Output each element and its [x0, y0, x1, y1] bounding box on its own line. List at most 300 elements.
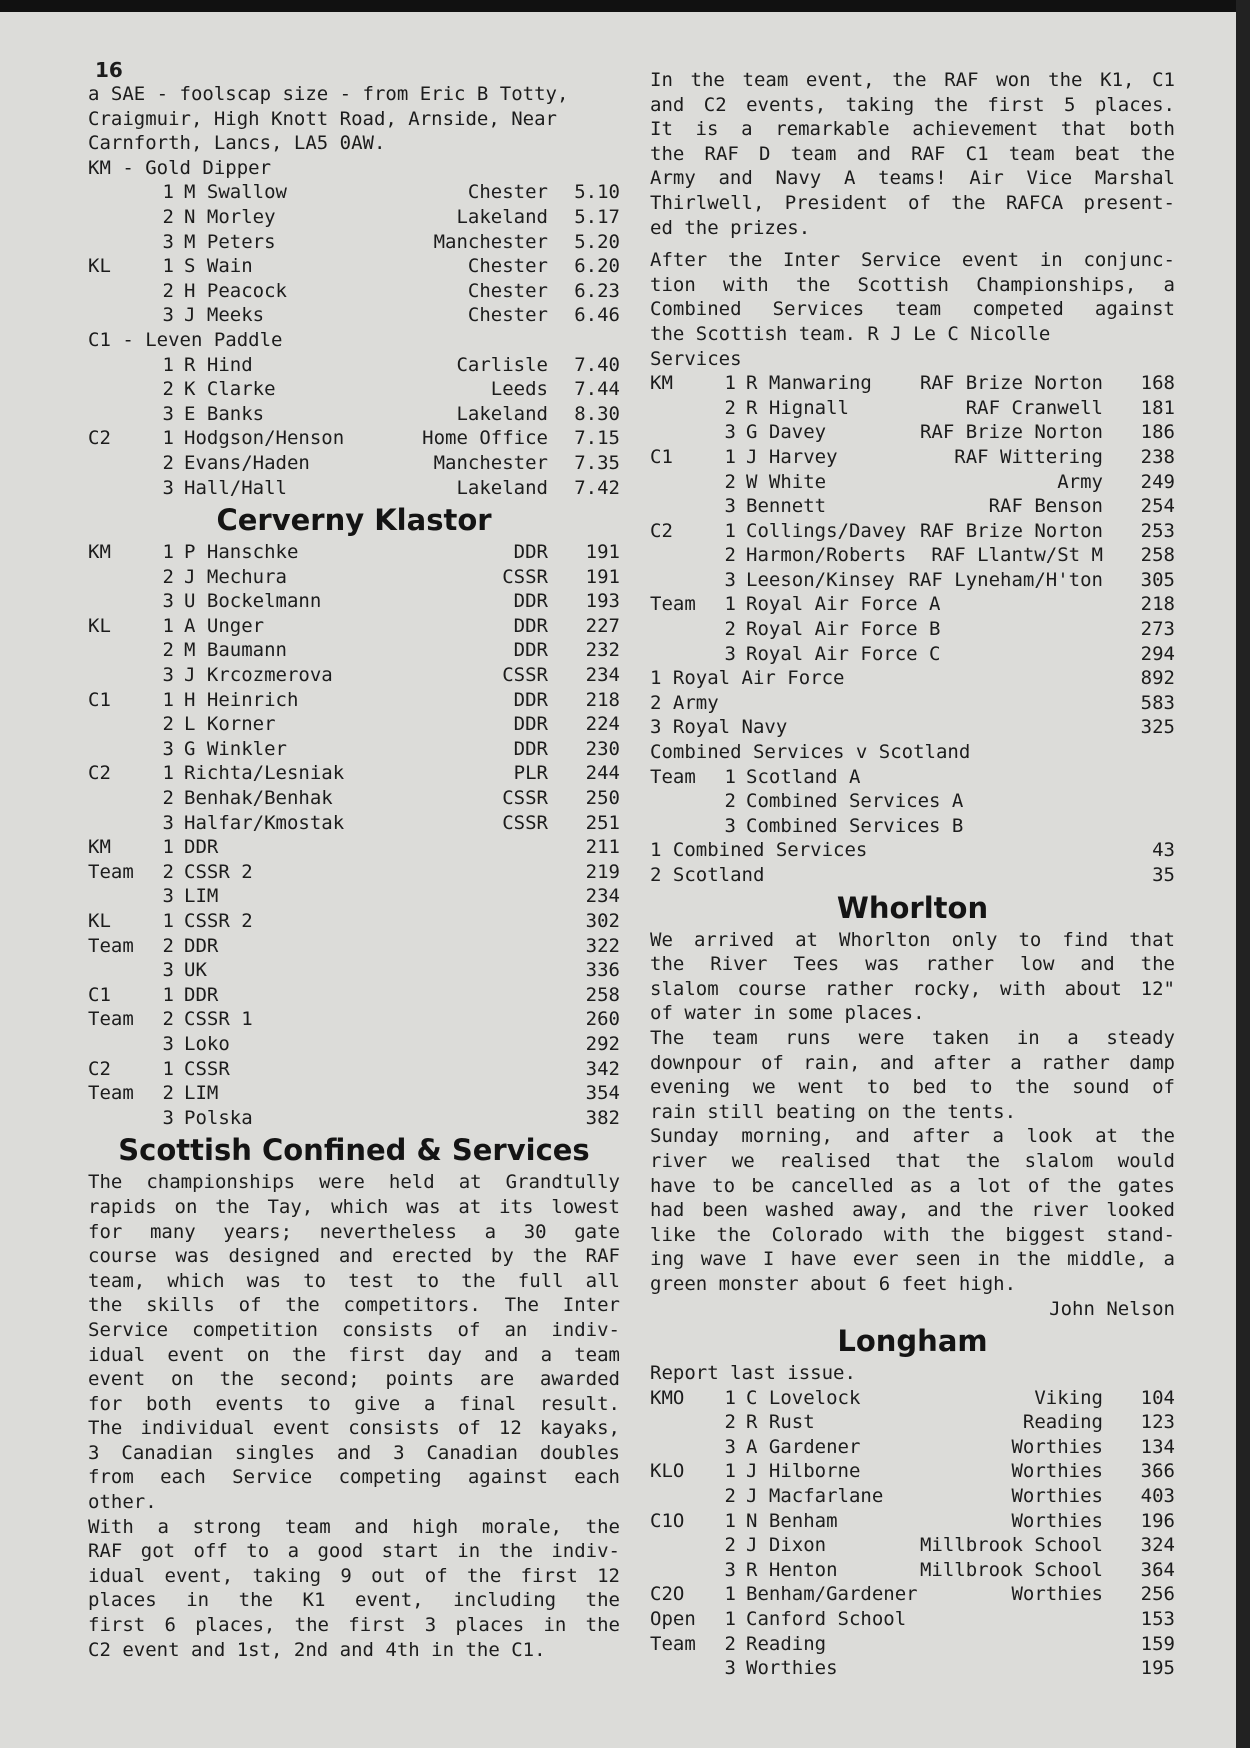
result-position: 2 — [162, 565, 174, 588]
result-class: Team — [88, 1082, 134, 1105]
text-line: other. — [88, 1491, 157, 1514]
result-score: 219 — [585, 860, 620, 883]
result-row — [88, 279, 620, 304]
result-class: Team — [88, 1008, 134, 1031]
result-name: E Banks — [184, 402, 265, 425]
result-class: C2 — [650, 519, 673, 542]
result-score: 218 — [585, 688, 620, 711]
result-score: 366 — [1140, 1460, 1175, 1483]
result-position: 3 — [162, 230, 174, 253]
result-row — [88, 254, 620, 279]
result-club: DDR — [513, 541, 548, 564]
result-name: Polska — [184, 1106, 253, 1129]
text-line: had been washed away, and the river looked — [650, 1199, 1175, 1222]
result-position: 3 — [162, 590, 174, 613]
result-score: 43 — [1152, 839, 1175, 862]
result-label: 2 Scotland — [650, 864, 765, 886]
result-row — [88, 663, 620, 688]
result-class — [88, 884, 152, 909]
result-score: 364 — [1140, 1558, 1175, 1581]
text-line: evening we went to bed to the sound of — [650, 1076, 1175, 1099]
leven-paddle-results — [88, 353, 620, 501]
result-name: LIM — [184, 885, 219, 908]
result-class — [650, 494, 714, 519]
text-line: the River Tees was rather low and the — [650, 953, 1175, 976]
text-line: ing wave I have ever seen in the middle, a — [650, 1248, 1175, 1271]
result-name: R Hind — [184, 353, 253, 376]
result-score: 186 — [1140, 421, 1175, 444]
result-club: Worthies — [1011, 1485, 1103, 1508]
result-club: RAF Brize Norton — [919, 519, 1103, 542]
result-row — [88, 934, 620, 959]
result-class: Team — [88, 934, 134, 957]
result-position: 3 — [724, 814, 736, 837]
text-line: RAF got off to a good start in the indiv- — [88, 1540, 620, 1563]
result-name: Richta/Lesniak — [184, 762, 345, 785]
result-club: DDR — [513, 639, 548, 662]
result-position: 2 — [162, 639, 174, 662]
result-position: 2 — [162, 279, 174, 302]
text-line: The team runs were taken in a steady — [650, 1026, 1175, 1049]
result-row — [650, 568, 1175, 593]
result-name: Bennett — [746, 495, 827, 518]
text-line: The championships were held at Grandtully — [88, 1171, 620, 1194]
result-position: 3 — [724, 1558, 736, 1581]
result-score: 322 — [585, 934, 620, 957]
result-position: 2 — [724, 470, 736, 493]
result-position: 1 — [724, 1460, 736, 1483]
result-club: Lakeland — [456, 205, 548, 228]
result-score: 256 — [1140, 1583, 1175, 1606]
result-class: C1 — [88, 983, 111, 1006]
result-name: Royal Air Force C — [746, 642, 941, 665]
text-line: With a strong team and high morale, the — [88, 1515, 620, 1538]
text-line: Service competition consists of an indiv- — [88, 1318, 620, 1341]
scottish-article-text — [88, 1170, 620, 1662]
result-class — [88, 303, 152, 328]
result-score: 258 — [585, 983, 620, 1006]
result-score: 35 — [1152, 864, 1175, 886]
result-name: DDR — [184, 934, 219, 957]
result-position: 1 — [162, 181, 174, 204]
result-name: P Hanschke — [184, 541, 299, 564]
services-title: Services — [650, 347, 742, 370]
result-class — [88, 180, 152, 205]
result-class — [88, 638, 152, 663]
result-score: 191 — [585, 565, 620, 588]
result-position: 1 — [162, 427, 174, 450]
result-position: 1 — [724, 445, 736, 468]
result-row — [88, 909, 620, 934]
result-class — [650, 1484, 714, 1509]
result-class — [650, 814, 714, 839]
result-row — [650, 1582, 1175, 1607]
result-club: Home Office — [422, 427, 548, 450]
result-name: N Morley — [184, 205, 276, 228]
result-class — [88, 1106, 152, 1131]
result-name: CSSR — [184, 1057, 230, 1080]
result-name: R Manwaring — [746, 372, 872, 395]
intro-line: a SAE - foolscap size - from Eric B Totty, — [88, 83, 569, 105]
result-score: 7.15 — [574, 427, 620, 450]
result-class — [650, 568, 714, 593]
text-line: event on the second; points are awarded — [88, 1368, 620, 1391]
result-class — [650, 1656, 714, 1681]
result-score: 195 — [1140, 1657, 1175, 1680]
result-class — [88, 377, 152, 402]
result-position: 2 — [162, 378, 174, 401]
result-score: 104 — [1140, 1386, 1175, 1409]
result-name: G Winkler — [184, 737, 287, 760]
result-position: 2 — [162, 1082, 174, 1105]
result-row — [650, 1533, 1175, 1558]
combined-team-results — [650, 765, 1175, 839]
text-line: tion with the Scottish Championships, a — [650, 273, 1175, 296]
leven-paddle-title: C1 - Leven Paddle — [88, 328, 283, 351]
result-club: Worthies — [1011, 1583, 1103, 1606]
result-score: 8.30 — [574, 402, 620, 425]
section-heading-longham: Longham — [837, 1324, 988, 1359]
result-row — [88, 205, 620, 230]
result-position: 1 — [162, 255, 174, 278]
text-line: for both events to give a final result. — [88, 1392, 620, 1415]
result-position: 1 — [162, 541, 174, 564]
result-row — [88, 1007, 620, 1032]
result-class: KL — [88, 910, 111, 932]
text-line: C2 event and 1st, 2nd and 4th in the C1. — [88, 1638, 546, 1661]
result-class: KM — [650, 372, 673, 395]
result-row — [88, 737, 620, 762]
result-score: 354 — [585, 1082, 620, 1105]
result-score: 7.42 — [574, 476, 620, 499]
result-row — [650, 715, 1175, 740]
result-name: CSSR 2 — [184, 910, 253, 932]
result-name: Reading — [746, 1632, 827, 1655]
scan-top-edge — [0, 0, 1250, 12]
result-score: 892 — [1140, 667, 1175, 690]
result-position: 3 — [724, 1657, 736, 1680]
result-club: RAF Llantw/St M — [931, 544, 1103, 567]
text-line: ed the prizes. — [650, 216, 811, 239]
result-name: CSSR 1 — [184, 1008, 253, 1031]
intro-text — [88, 82, 620, 156]
result-club: RAF Wittering — [954, 445, 1103, 468]
result-name: DDR — [184, 983, 219, 1006]
result-club: CSSR — [502, 811, 548, 834]
result-position: 2 — [162, 205, 174, 228]
result-score: 7.40 — [574, 353, 620, 376]
result-position: 2 — [724, 1632, 736, 1655]
result-row — [650, 371, 1175, 396]
result-score: 251 — [585, 811, 620, 834]
result-club: DDR — [513, 737, 548, 760]
result-row — [650, 1459, 1175, 1484]
result-score: 292 — [585, 1032, 620, 1055]
result-score: 250 — [585, 787, 620, 810]
result-score: 6.46 — [574, 304, 620, 327]
text-line: river we realised that the slalom would — [650, 1149, 1175, 1172]
result-score: 153 — [1140, 1608, 1175, 1631]
result-score: 224 — [585, 713, 620, 736]
result-position: 1 — [724, 1608, 736, 1631]
result-name: Combined Services B — [746, 814, 964, 837]
result-row — [650, 814, 1175, 839]
result-row — [88, 426, 620, 451]
result-row — [650, 1386, 1175, 1411]
result-score: 244 — [585, 762, 620, 785]
result-name: Benhak/Benhak — [184, 787, 333, 810]
result-class: Team — [650, 765, 696, 788]
result-name: U Bockelmann — [184, 590, 322, 613]
result-class: C1 — [88, 688, 111, 711]
result-score: 5.10 — [574, 181, 620, 204]
result-class: KM — [88, 836, 111, 859]
result-class — [88, 402, 152, 427]
result-row — [88, 761, 620, 786]
result-score: 382 — [585, 1106, 620, 1129]
result-club: PLR — [513, 762, 548, 785]
result-row — [650, 617, 1175, 642]
result-class: Team — [650, 593, 696, 616]
result-score: 258 — [1140, 544, 1175, 567]
result-position: 3 — [162, 885, 174, 908]
result-row — [88, 1032, 620, 1057]
result-club: DDR — [513, 688, 548, 711]
result-class — [88, 786, 152, 811]
result-row — [650, 838, 1175, 863]
result-score: 336 — [585, 959, 620, 982]
result-name: Canford School — [746, 1608, 907, 1631]
result-name: J Meeks — [184, 304, 265, 327]
result-class — [650, 1533, 714, 1558]
result-row — [88, 884, 620, 909]
combined-services-title: Combined Services v Scotland — [650, 741, 971, 764]
result-score: 134 — [1140, 1435, 1175, 1458]
result-row — [650, 420, 1175, 445]
result-club: Millbrook School — [919, 1558, 1103, 1581]
result-club: Chester — [467, 304, 548, 327]
result-label: 3 Royal Navy — [650, 716, 788, 739]
text-line: slalom course rather rocky, with about 12" — [650, 977, 1175, 1000]
result-class — [650, 470, 714, 495]
result-name: A Unger — [184, 614, 265, 637]
result-class: Open — [650, 1608, 696, 1631]
result-score: 218 — [1140, 593, 1175, 616]
text-line: idual event, taking 9 out of the first 12 — [88, 1564, 620, 1587]
result-position: 2 — [162, 787, 174, 810]
result-score: 294 — [1140, 642, 1175, 665]
result-club: Leeds — [490, 378, 548, 401]
result-position: 1 — [162, 836, 174, 859]
result-position: 1 — [724, 593, 736, 616]
result-score: 234 — [585, 885, 620, 908]
result-row — [88, 589, 620, 614]
result-class: Team — [650, 1632, 696, 1655]
result-position: 1 — [724, 1509, 736, 1532]
result-position: 1 — [162, 983, 174, 1006]
result-row — [650, 666, 1175, 691]
result-row — [88, 180, 620, 205]
result-score: 211 — [585, 836, 620, 859]
result-club: DDR — [513, 713, 548, 736]
text-line: like the Colorado with the biggest stand- — [650, 1223, 1175, 1246]
result-name: H Heinrich — [184, 688, 299, 711]
text-line: green monster about 6 feet high. — [650, 1272, 1017, 1295]
result-class: KM — [88, 541, 111, 564]
result-name: J Krcozmerova — [184, 664, 333, 687]
result-club: Worthies — [1011, 1460, 1103, 1483]
result-row — [88, 712, 620, 737]
result-position: 3 — [724, 568, 736, 591]
result-class — [88, 230, 152, 255]
result-row — [88, 1081, 620, 1106]
result-class: KL — [88, 255, 111, 278]
result-name: K Clarke — [184, 378, 276, 401]
result-name: J Hilborne — [746, 1460, 861, 1483]
result-class — [650, 543, 714, 568]
result-club: RAF Benson — [988, 495, 1103, 518]
result-score: 7.44 — [574, 378, 620, 401]
result-class — [650, 642, 714, 667]
result-class — [88, 476, 152, 501]
page-number: 16 — [95, 58, 123, 82]
result-position: 2 — [162, 860, 174, 883]
result-position: 3 — [162, 1032, 174, 1055]
result-row — [88, 860, 620, 885]
result-position: 2 — [724, 1534, 736, 1557]
result-name: M Baumann — [184, 639, 287, 662]
result-score: 196 — [1140, 1509, 1175, 1532]
result-score: 159 — [1140, 1632, 1175, 1655]
result-score: 273 — [1140, 618, 1175, 641]
result-class: KMO — [650, 1386, 685, 1409]
result-name: G Davey — [746, 421, 827, 444]
result-position: 2 — [162, 934, 174, 957]
result-name: W White — [746, 470, 827, 493]
result-name: R Rust — [746, 1411, 815, 1434]
result-position: 3 — [162, 811, 174, 834]
gold-dipper-results — [88, 180, 620, 328]
result-row — [88, 811, 620, 836]
result-row — [650, 789, 1175, 814]
result-position: 2 — [724, 396, 736, 419]
result-class: KL — [88, 614, 111, 637]
result-label: 2 Army — [650, 691, 719, 714]
result-score: 230 — [585, 737, 620, 760]
result-row — [650, 691, 1175, 716]
result-score: 193 — [585, 590, 620, 613]
result-name: L Korner — [184, 713, 276, 736]
result-club: CSSR — [502, 565, 548, 588]
result-club: RAF Cranwell — [965, 396, 1103, 419]
result-row — [650, 1484, 1175, 1509]
result-score: 324 — [1140, 1534, 1175, 1557]
left-column — [88, 82, 620, 1662]
result-position: 2 — [162, 1008, 174, 1031]
result-score: 234 — [585, 664, 620, 687]
result-row — [88, 303, 620, 328]
after-inter-service-text — [650, 248, 1175, 346]
result-club: Worthies — [1011, 1435, 1103, 1458]
result-name: Hall/Hall — [184, 476, 287, 499]
text-line: first 6 places, the first 3 places in the — [88, 1614, 620, 1637]
result-score: 249 — [1140, 470, 1175, 493]
result-name: J Dixon — [746, 1534, 827, 1557]
result-row — [88, 353, 620, 378]
result-class — [650, 617, 714, 642]
result-name: Worthies — [746, 1657, 838, 1680]
result-club: Manchester — [433, 230, 548, 253]
result-row — [88, 614, 620, 639]
result-club: Lakeland — [456, 402, 548, 425]
result-position: 1 — [162, 1057, 174, 1080]
result-row — [88, 565, 620, 590]
result-club: Carlisle — [456, 353, 548, 376]
result-score: 232 — [585, 639, 620, 662]
result-club: Worthies — [1011, 1509, 1103, 1532]
result-score: 227 — [585, 614, 620, 637]
result-class — [650, 396, 714, 421]
result-name: Combined Services A — [746, 790, 964, 813]
result-name: Collings/Davey — [746, 519, 907, 542]
text-line: Combined Services team competed against — [650, 298, 1175, 321]
text-line: the skills of the competitors. The Inter — [88, 1294, 620, 1317]
result-position: 1 — [162, 762, 174, 785]
text-line: course was designed and erected by the RAF — [88, 1245, 620, 1268]
result-name: Halfar/Kmostak — [184, 811, 345, 834]
result-position: 1 — [724, 1583, 736, 1606]
result-class — [88, 451, 152, 476]
text-line: idual event on the first day and a team — [88, 1343, 620, 1366]
result-class — [88, 958, 152, 983]
result-row — [650, 1632, 1175, 1657]
text-line: The individual event consists of 12 kayaks, — [88, 1417, 620, 1440]
result-score: 6.20 — [574, 255, 620, 278]
result-row — [88, 402, 620, 427]
result-name: Royal Air Force B — [746, 618, 941, 641]
text-line: and C2 events, taking the first 5 places. — [650, 93, 1175, 116]
result-position: 3 — [162, 304, 174, 327]
result-position: 3 — [162, 402, 174, 425]
result-class — [88, 565, 152, 590]
text-line: places in the K1 event, including the — [88, 1589, 620, 1612]
result-row — [650, 494, 1175, 519]
result-position: 1 — [162, 614, 174, 637]
result-score: 254 — [1140, 495, 1175, 518]
result-score: 302 — [585, 910, 620, 932]
result-position: 2 — [162, 713, 174, 736]
result-club: Army — [1057, 470, 1103, 493]
result-row — [650, 470, 1175, 495]
result-row — [650, 445, 1175, 470]
result-class — [650, 1410, 714, 1435]
result-class — [650, 1558, 714, 1583]
result-name: A Gardener — [746, 1435, 861, 1458]
result-score: 123 — [1140, 1411, 1175, 1434]
result-name: CSSR 2 — [184, 860, 253, 883]
text-line: from each Service competing against each — [88, 1466, 620, 1489]
result-position: 3 — [724, 1435, 736, 1458]
result-position: 1 — [724, 1386, 736, 1409]
result-score: 191 — [585, 541, 620, 564]
result-club: Viking — [1034, 1386, 1103, 1409]
text-line: After the Inter Service event in conjunc- — [650, 249, 1175, 272]
result-row — [650, 1509, 1175, 1534]
text-line: rain still beating on the tents. — [650, 1100, 1017, 1123]
result-score: 168 — [1140, 372, 1175, 395]
result-name: J Harvey — [746, 445, 838, 468]
text-line: the Scottish team. R J Le C Nicolle — [650, 322, 1051, 345]
